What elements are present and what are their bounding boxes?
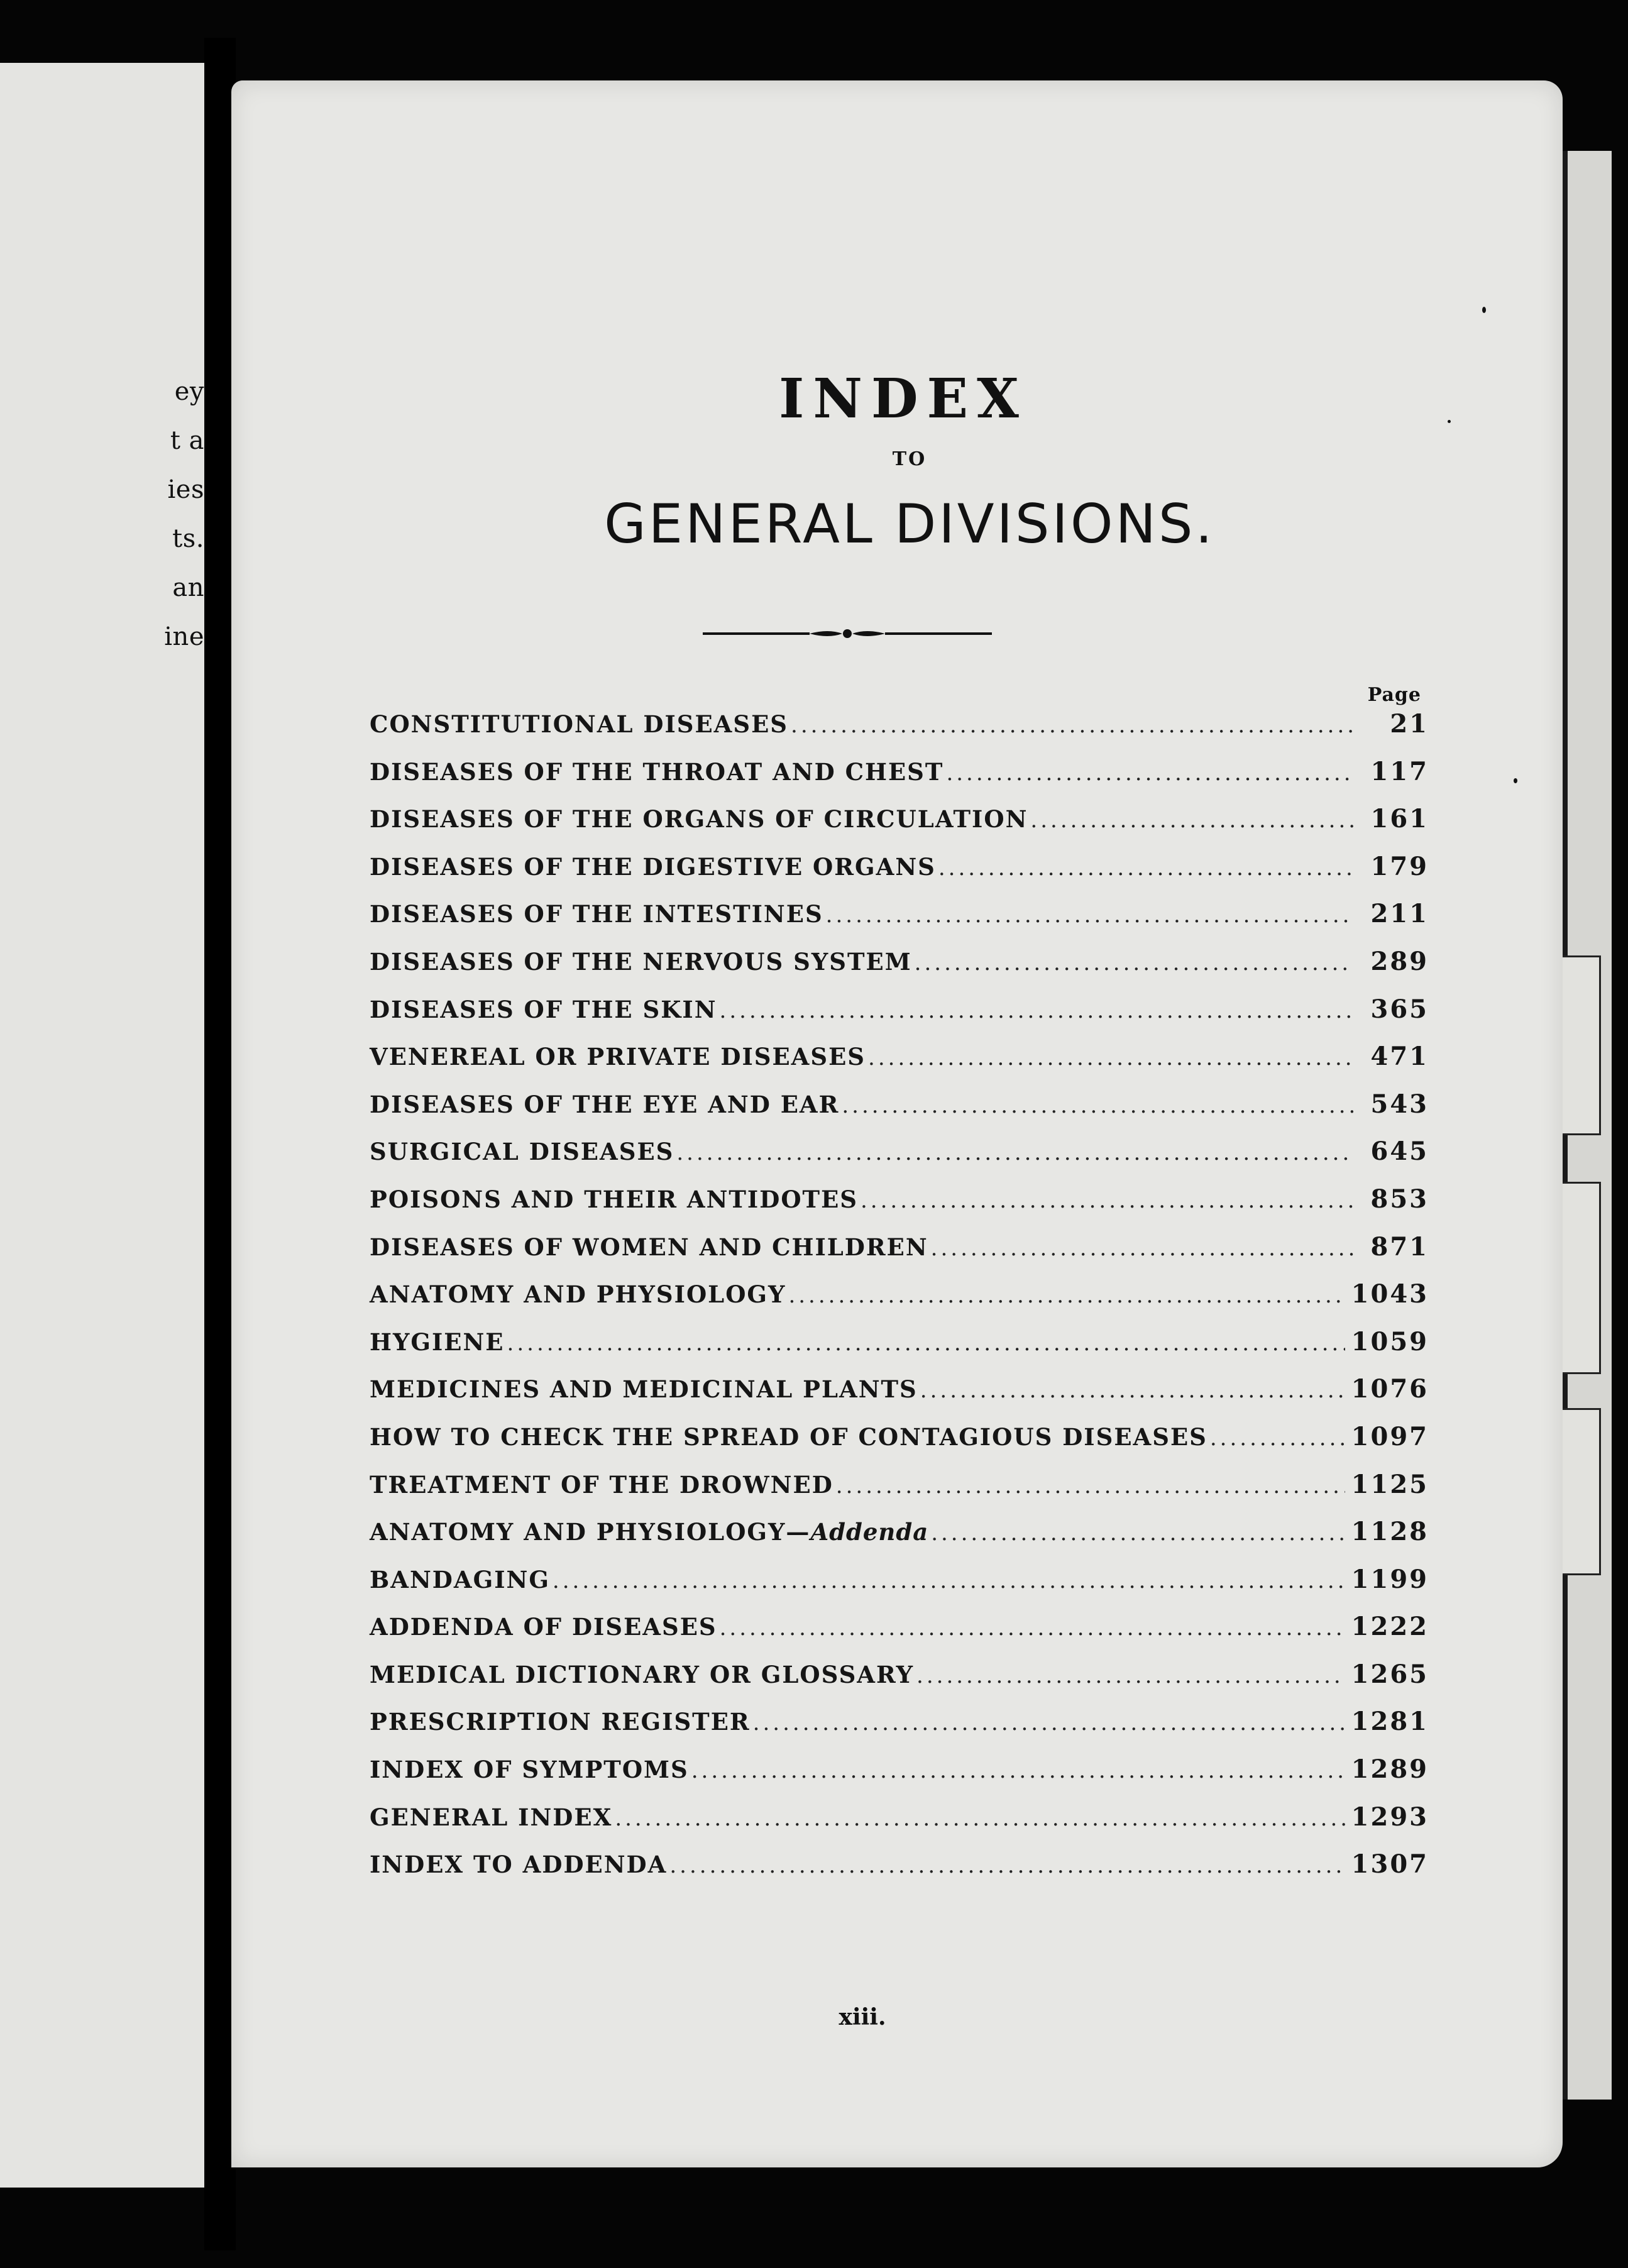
dot-leader xyxy=(826,903,1353,928)
toc-entry-title: DISEASES OF THE INTESTINES xyxy=(370,900,823,928)
toc-entry-title: SURGICAL DISEASES xyxy=(370,1138,674,1166)
toc-entry xyxy=(370,1279,1429,1327)
page-subtitle: GENERAL DIVISIONS. xyxy=(604,493,1215,556)
toc-entry-page: 1043 xyxy=(1351,1279,1429,1309)
toc-entry-title: DISEASES OF WOMEN AND CHILDREN xyxy=(370,1233,928,1261)
dot-leader xyxy=(791,713,1353,738)
toc-entry xyxy=(370,757,1429,805)
toc-entry-title: TREATMENT OF THE DROWNED xyxy=(370,1470,833,1499)
previous-page-text-fragment: t a xyxy=(170,426,204,455)
toc-entry-title: DISEASES OF THE THROAT AND CHEST xyxy=(370,757,944,786)
toc-entry-title: VENEREAL OR PRIVATE DISEASES xyxy=(370,1043,866,1071)
dot-leader xyxy=(1030,808,1353,833)
index-page xyxy=(231,80,1563,2167)
previous-page-edge xyxy=(0,63,204,2188)
toc-entry-page: 1289 xyxy=(1351,1754,1429,1785)
toc-entry-page: 1265 xyxy=(1351,1659,1429,1689)
toc-entry-page: 1307 xyxy=(1351,1849,1429,1880)
page-edge-tab xyxy=(1561,1408,1601,1575)
toc-entry-page: 179 xyxy=(1370,851,1429,881)
toc-entry xyxy=(370,1565,1429,1612)
toc-entry xyxy=(370,852,1429,900)
toc-entry xyxy=(370,1612,1429,1660)
toc-entry-page: 1199 xyxy=(1351,1564,1429,1594)
toc-entry xyxy=(370,1422,1429,1470)
toc-entry-page: 161 xyxy=(1370,804,1429,834)
dot-leader xyxy=(553,1568,1345,1594)
dot-leader xyxy=(691,1758,1345,1783)
toc-entry-page: 471 xyxy=(1370,1042,1429,1072)
toc-entry-title: DISEASES OF THE SKIN xyxy=(370,995,717,1023)
toc-entry xyxy=(370,1089,1429,1137)
dot-leader xyxy=(753,1710,1345,1736)
previous-page-text-fragment: ies xyxy=(167,475,204,504)
print-speck xyxy=(1482,307,1486,313)
toc-entry-page: 1059 xyxy=(1351,1326,1429,1357)
toc-entry xyxy=(370,1470,1429,1517)
toc-entry xyxy=(370,1327,1429,1375)
page-column-label: Page xyxy=(1367,684,1421,706)
toc-entry-page: 1097 xyxy=(1351,1421,1429,1451)
toc-entry-title-main: ANATOMY AND PHYSIOLOGY— xyxy=(370,1518,811,1546)
previous-page-text-fragment: ts. xyxy=(172,524,204,553)
dot-leader xyxy=(1210,1426,1345,1451)
toc-entry xyxy=(370,1660,1429,1707)
toc-entry-page: 645 xyxy=(1370,1137,1429,1167)
dot-leader xyxy=(946,761,1353,786)
previous-page-text-fragment: ey xyxy=(174,377,204,406)
toc-entry xyxy=(370,1184,1429,1232)
toc-entry xyxy=(370,709,1429,757)
ornamental-rule-icon xyxy=(703,621,992,646)
page-edge-tab xyxy=(1561,1182,1601,1374)
toc-entry-title: MEDICINES AND MEDICINAL PLANTS xyxy=(370,1375,918,1404)
toc-entry-page: 211 xyxy=(1370,899,1429,929)
toc-entry-title: PRESCRIPTION REGISTER xyxy=(370,1708,751,1736)
toc-entry-title: ANATOMY AND PHYSIOLOGY xyxy=(370,1280,786,1309)
toc-entry xyxy=(370,994,1429,1042)
toc-entry xyxy=(370,1374,1429,1422)
dot-leader xyxy=(868,1045,1353,1071)
toc-entry xyxy=(370,1517,1429,1565)
toc-entry xyxy=(370,1754,1429,1802)
toc-entry xyxy=(370,1707,1429,1754)
dot-leader xyxy=(915,950,1353,976)
dot-leader xyxy=(788,1283,1345,1308)
page-title: INDEX xyxy=(779,367,1028,431)
toc-entry-page: 21 xyxy=(1390,709,1429,739)
dot-leader xyxy=(931,1521,1345,1546)
toc-entry-title: ADDENDA OF DISEASES xyxy=(370,1613,717,1641)
toc-entry-title: DISEASES OF THE DIGESTIVE ORGANS xyxy=(370,852,936,881)
toc-entry xyxy=(370,1137,1429,1184)
toc-entry-page: 1222 xyxy=(1351,1612,1429,1642)
toc-entry-page: 117 xyxy=(1370,756,1429,786)
table-of-contents xyxy=(370,709,1429,1897)
dot-leader xyxy=(861,1188,1353,1213)
toc-entry-title: MEDICAL DICTIONARY OR GLOSSARY xyxy=(370,1660,915,1688)
dot-leader xyxy=(938,856,1353,881)
dot-leader xyxy=(836,1473,1345,1499)
toc-entry-title: HYGIENE xyxy=(370,1328,505,1356)
toc-entry-title: BANDAGING xyxy=(370,1565,550,1594)
toc-entry-page: 1076 xyxy=(1351,1374,1429,1404)
toc-entry-title: INDEX TO ADDENDA xyxy=(370,1851,668,1879)
toc-entry xyxy=(370,899,1429,947)
print-speck xyxy=(1514,778,1517,783)
toc-entry-title: POISONS AND THEIR ANTIDOTES xyxy=(370,1185,858,1213)
toc-entry-title xyxy=(370,1518,928,1546)
toc-entry-title: DISEASES OF THE EYE AND EAR xyxy=(370,1090,840,1118)
toc-entry-title: DISEASES OF THE NERVOUS SYSTEM xyxy=(370,947,912,976)
toc-entry-title: CONSTITUTIONAL DISEASES xyxy=(370,710,789,738)
title-connector: TO xyxy=(892,448,927,470)
page-number: xiii. xyxy=(839,2004,886,2030)
dot-leader xyxy=(931,1236,1353,1261)
toc-entry-page: 871 xyxy=(1370,1231,1429,1262)
toc-entry xyxy=(370,1802,1429,1850)
dot-leader xyxy=(720,998,1353,1023)
print-speck xyxy=(1448,420,1451,423)
toc-entry-page: 1281 xyxy=(1351,1707,1429,1737)
toc-entry-page: 1293 xyxy=(1351,1802,1429,1832)
toc-entry-page: 853 xyxy=(1370,1184,1429,1214)
previous-page-text-fragment: an xyxy=(172,573,204,602)
dot-leader xyxy=(669,1853,1345,1878)
dot-leader xyxy=(720,1616,1345,1641)
toc-entry-page: 1125 xyxy=(1351,1469,1429,1499)
toc-entry-page: 365 xyxy=(1370,994,1429,1024)
toc-entry xyxy=(370,1042,1429,1089)
toc-entry-title: INDEX OF SYMPTOMS xyxy=(370,1756,689,1784)
toc-entry-page: 1128 xyxy=(1351,1517,1429,1547)
toc-entry-title: GENERAL INDEX xyxy=(370,1803,613,1831)
toc-entry xyxy=(370,1232,1429,1280)
toc-entry-title-italic: Addenda xyxy=(810,1518,929,1546)
dot-leader xyxy=(615,1806,1345,1831)
dot-leader xyxy=(916,1663,1345,1688)
toc-entry-page: 289 xyxy=(1370,946,1429,976)
page-edge-tab xyxy=(1561,955,1601,1135)
toc-entry xyxy=(370,804,1429,852)
dot-leader xyxy=(507,1331,1345,1356)
dot-leader xyxy=(920,1378,1345,1403)
toc-entry xyxy=(370,1849,1429,1897)
dot-leader xyxy=(842,1093,1353,1118)
toc-entry xyxy=(370,947,1429,994)
toc-entry-title: HOW TO CHECK THE SPREAD OF CONTAGIOUS DISEASES xyxy=(370,1423,1207,1451)
previous-page-text-fragment: ine xyxy=(164,622,204,651)
next-pages-edge xyxy=(1563,151,1612,2100)
toc-entry-title: DISEASES OF THE ORGANS OF CIRCULATION xyxy=(370,805,1028,834)
toc-entry-page: 543 xyxy=(1370,1089,1429,1119)
dot-leader xyxy=(676,1140,1353,1165)
